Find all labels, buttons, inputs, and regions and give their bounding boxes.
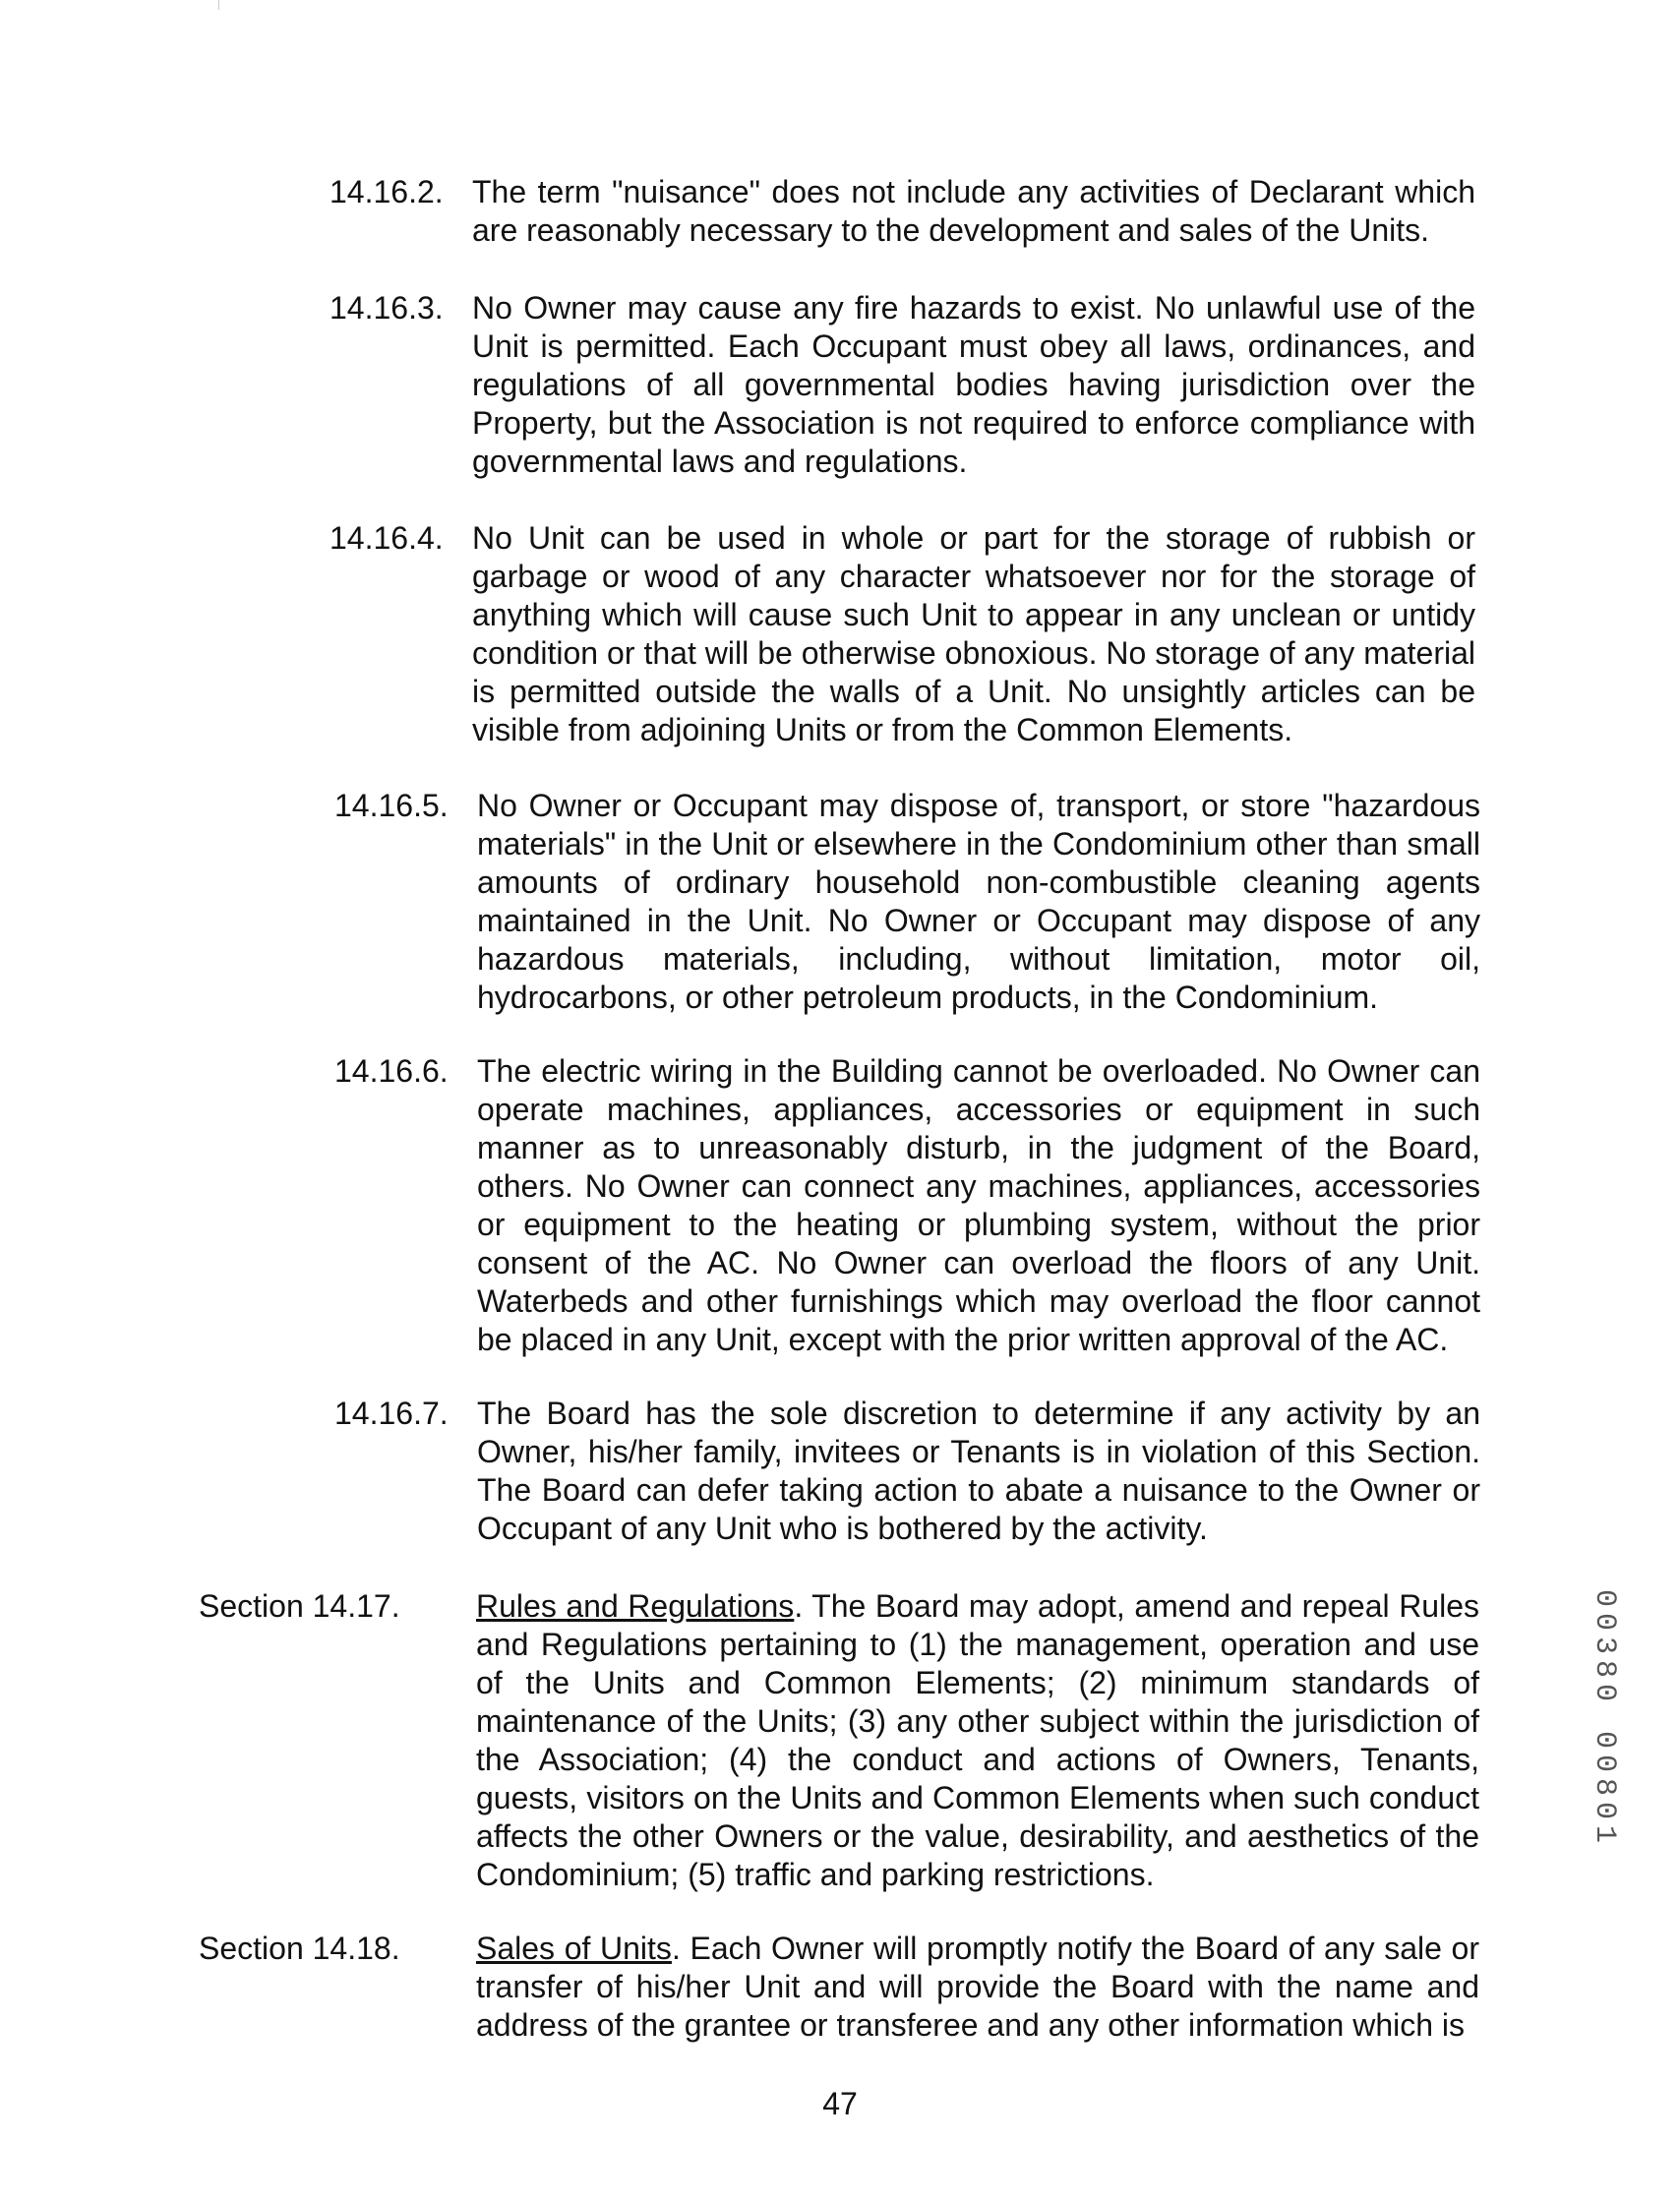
section-heading: Sales of Units — [476, 1931, 672, 1966]
section-body — [476, 1587, 1479, 1894]
scan-mark — [218, 0, 219, 10]
section-body — [476, 1930, 1479, 2045]
section-number: Section 14.18. — [199, 1931, 400, 1966]
section-text: . The Board may adopt, amend and repeal Rules and Regulations pertaining to (1) the management, operation and use of the Units and Common Elements; (2) minimum standards of maintenance of the Units; (3) any other subject within the jurisdiction of the Association; (4) the conduct and actions of Owners, Tenants, guests, visitors on the Units and Common Elements when such conduct affects the other Owners or the value, desirability, and aesthetics of the Condominium; (5) traffic and parking restrictions. — [476, 1588, 1480, 1892]
paragraph-number: 14.16.7. — [334, 1396, 449, 1431]
section-text: . Each Owner will promptly notify the Board of any sale or transfer of his/her Unit and will provide the Board with the name and address of the grantee or transferee and any other information which is — [476, 1931, 1480, 2043]
paragraph-text: No Owner or Occupant may dispose of, transport, or store "hazardous materials" in the Unit or elsewhere in the Condominium other than small amounts of ordinary household non-combustible cleaning agents maintained in the Unit. No Owner or Occupant may dispose of any hazardous materials, including, without limitation, motor oil, hydrocarbons, or other petroleum products, in the Condominium. — [477, 788, 1480, 1015]
paragraph-number: 14.16.4. — [330, 520, 444, 556]
paragraph-text: No Owner may cause any fire hazards to exist. No unlawful use of the Unit is permitted. Each Occupant must obey all laws, ordinances, and regulations of all governmental bodies having jurisdiction over the Property, but the Association is not required to enforce compliance with governmental laws and regulations. — [472, 290, 1475, 479]
paragraph-text: The Board has the sole discretion to determine if any activity by an Owner, his/her family, invitees or Tenants is in violation of this Section. The Board can defer taking action to abate a nuisance to the Owner or Occupant of any Unit who is bothered by the activity. — [477, 1396, 1480, 1546]
paragraph-number: 14.16.3. — [330, 290, 444, 326]
section-heading: Rules and Regulations — [476, 1588, 795, 1624]
paragraph-text: No Unit can be used in whole or part for the storage of rubbish or garbage or wood of any character whatsoever nor for the storage of anything which will cause such Unit to appear in any unclean or untidy condition or that will be otherwise obnoxious. No storage of any material is permitted outside the walls of a Unit. No unsightly articles can be visible from adjoining Units or from the Common Elements. — [472, 520, 1475, 747]
paragraph-number: 14.16.6. — [334, 1053, 449, 1089]
paragraph-number: 14.16.2. — [330, 174, 444, 209]
paragraph-text: The electric wiring in the Building cannot be overloaded. No Owner can operate machines, appliances, accessories or equipment in such manner as to unreasonably disturb, in the judgment of the Board, others. No Owner can connect any machines, appliances, accessories or equipment to the heating or plumbing system, without the prior consent of the AC. No Owner can overload the floors of any Unit. Waterbeds and other furnishings which may overload the floor cannot be placed in any Unit, except with the prior written approval of the AC. — [477, 1053, 1480, 1357]
paragraph-text: The term "nuisance" does not include any activities of Declarant which are reasonably necessary to the development and sales of the Units. — [472, 174, 1475, 248]
section-number: Section 14.17. — [199, 1588, 400, 1624]
paragraph-number: 14.16.5. — [334, 788, 449, 823]
side-stamp: 00380 00801 — [1588, 1589, 1621, 1850]
page-number: 47 — [822, 2086, 858, 2121]
